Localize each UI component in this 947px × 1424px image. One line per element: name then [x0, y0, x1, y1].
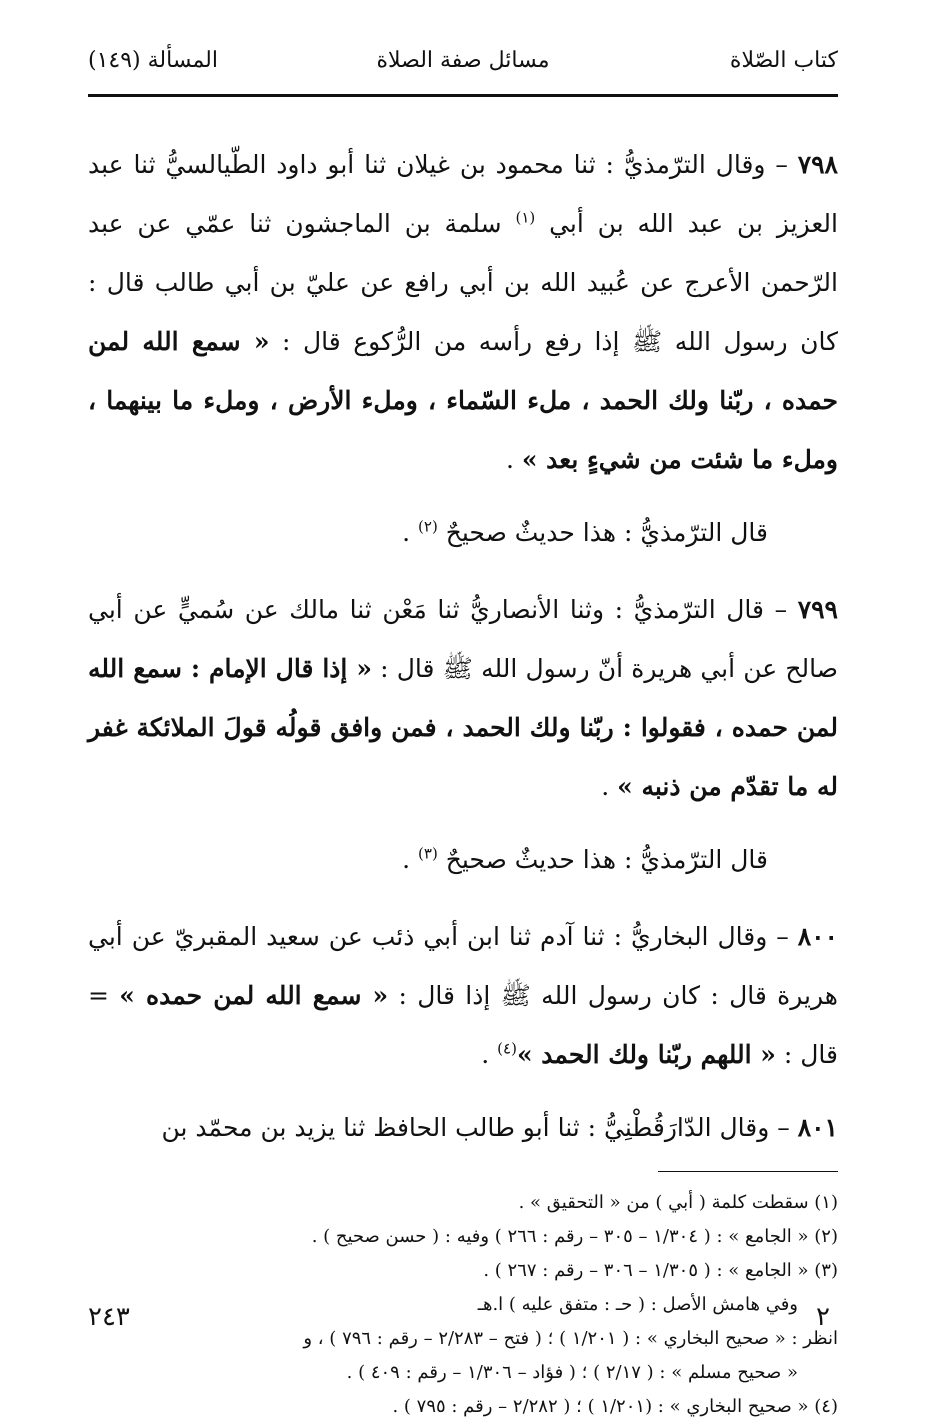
- hadith-801: [88, 1098, 838, 1157]
- hadith-number: ٨٠٠: [797, 922, 838, 951]
- footnote-separator: [658, 1171, 838, 1172]
- isnad-text: – وقال البخاريُّ : ثنا آدم ثنا ابن أبي ذئب عن سعيد المقبريّ عن أبي هريرة قال : كان رسول الله ﷺ إذا قال :: [88, 922, 838, 1010]
- hadith-number: ٧٩٨: [797, 150, 838, 179]
- footnote-1: (١) سقطت كلمة ( أبي ) من « التحقيق » .: [518, 1192, 838, 1213]
- verdict-text: قال الترّمذيُّ : هذا حديثٌ صحيحٌ: [437, 518, 768, 547]
- isnad-text-cont: سلمة بن الماجشون ثنا عمّي عن عبد الرّحمن الأعرج عن عُبيد الله بن أبي رافع عن عليّ بن أبي طالب قال : كان رسول الله ﷺ إذا رفع رأسه من الرُّكوع قال :: [88, 209, 838, 356]
- header-book-title: كتاب الصّلاة: [729, 48, 838, 73]
- verdict-text: قال الترّمذيُّ : هذا حديثٌ صحيحٌ: [437, 845, 768, 874]
- period: .: [402, 518, 419, 547]
- footnote-ref-3[interactable]: (٣): [418, 844, 438, 863]
- hadith-800: [88, 907, 838, 1084]
- verdict-799: [88, 830, 838, 889]
- footnote-4: (٤) « صحيح البخاري » : (١/٢٠١ ) ؛ ( ٢/٢٨٢ – رقم : ٧٩٥ ) .: [392, 1396, 838, 1417]
- period: .: [402, 845, 419, 874]
- footnote-ref-1[interactable]: (١): [515, 208, 536, 227]
- period: .: [481, 1040, 498, 1069]
- hadith-798: [88, 135, 838, 489]
- footnote-3-see-also: انظر : « صحيح البخاري » : ( ١/٢٠١ ) ؛ ( فتح – ٢/٢٨٣ – رقم : ٧٩٦ ) ، و: [303, 1328, 838, 1349]
- footnote-2: (٢) « الجامع » : ( ١/٣٠٤ – ٣٠٥ – رقم : ٢٦٦ ) وفيه : ( حسن صحيح ) .: [311, 1226, 838, 1247]
- hadith-text: « سمع الله لمن حمده »: [119, 981, 389, 1010]
- footnote-3: (٣) « الجامع » : ( ١/٣٠٥ – ٣٠٦ – رقم : ٢٦٧ ) .: [483, 1260, 838, 1281]
- header-issue-number: المسألة (١٤٩): [88, 48, 218, 73]
- running-header: [88, 40, 838, 80]
- isnad-text: – وقال الترّمذيُّ : ثنا محمود بن غيلان ثنا أبو داود الطّيالسيُّ ثنا عبد العزيز بن عبد الله بن أبي: [88, 150, 838, 238]
- hadith-number: ٧٩٩: [797, 595, 838, 624]
- main-text: [88, 135, 838, 1157]
- page-numbers: [88, 1302, 838, 1342]
- period: .: [601, 772, 618, 801]
- footnote-3-see-also-cont: « صحيح مسلم » : ( ٢/١٧ ) ؛ ( فؤاد – ١/٣٠٦ – رقم : ٤٠٩ ) .: [346, 1362, 798, 1383]
- hadith-text: « سمع الله لمن حمده ، ربّنا ولك الحمد ، ملء السّماء ، وملء الأرض ، وملء ما بينهما ، وملء ما شئت من شيءٍ بعد »: [88, 327, 838, 474]
- hadith-number: ٨٠١: [797, 1113, 838, 1142]
- footnote-ref-2[interactable]: (٢): [418, 517, 438, 536]
- footnote-ref-4[interactable]: (٤): [497, 1039, 517, 1058]
- book-page: [88, 40, 838, 1417]
- isnad-text: – قال الترّمذيُّ : وثنا الأنصاريُّ ثنا مَعْن ثنا مالك عن سُميٍّ عن أبي صالح عن أبي هريرة أنّ رسول الله ﷺ قال :: [88, 595, 838, 683]
- header-chapter-title: مسائل صفة الصلاة: [376, 48, 550, 73]
- hadith-text-2: « اللهم ربّنا ولك الحمد »: [516, 1040, 776, 1069]
- footnote-3-margin-note: وفي هامش الأصل : ( حـ : متفق عليه ) ا.هـ: [477, 1294, 798, 1315]
- header-rule: [88, 94, 838, 97]
- page-number-left: ٢٤٣: [88, 1302, 130, 1332]
- page-number-right: ٢: [816, 1302, 830, 1332]
- isnad-text: – وقال الدّارَقُطْنِيُّ : ثنا أبو طالب الحافظ ثنا يزيد بن محمّد بن: [161, 1113, 798, 1142]
- connector-text: = قال :: [88, 981, 838, 1069]
- hadith-text: « إذا قال الإمام : سمع الله لمن حمده ، فقولوا : ربّنا ولك الحمد ، فمن وافق قولُه قولَ الملائكة غفر له ما تقدّم من ذنبه »: [88, 654, 838, 801]
- verdict-798: [88, 503, 838, 562]
- hadith-799: [88, 580, 838, 816]
- period: .: [505, 445, 522, 474]
